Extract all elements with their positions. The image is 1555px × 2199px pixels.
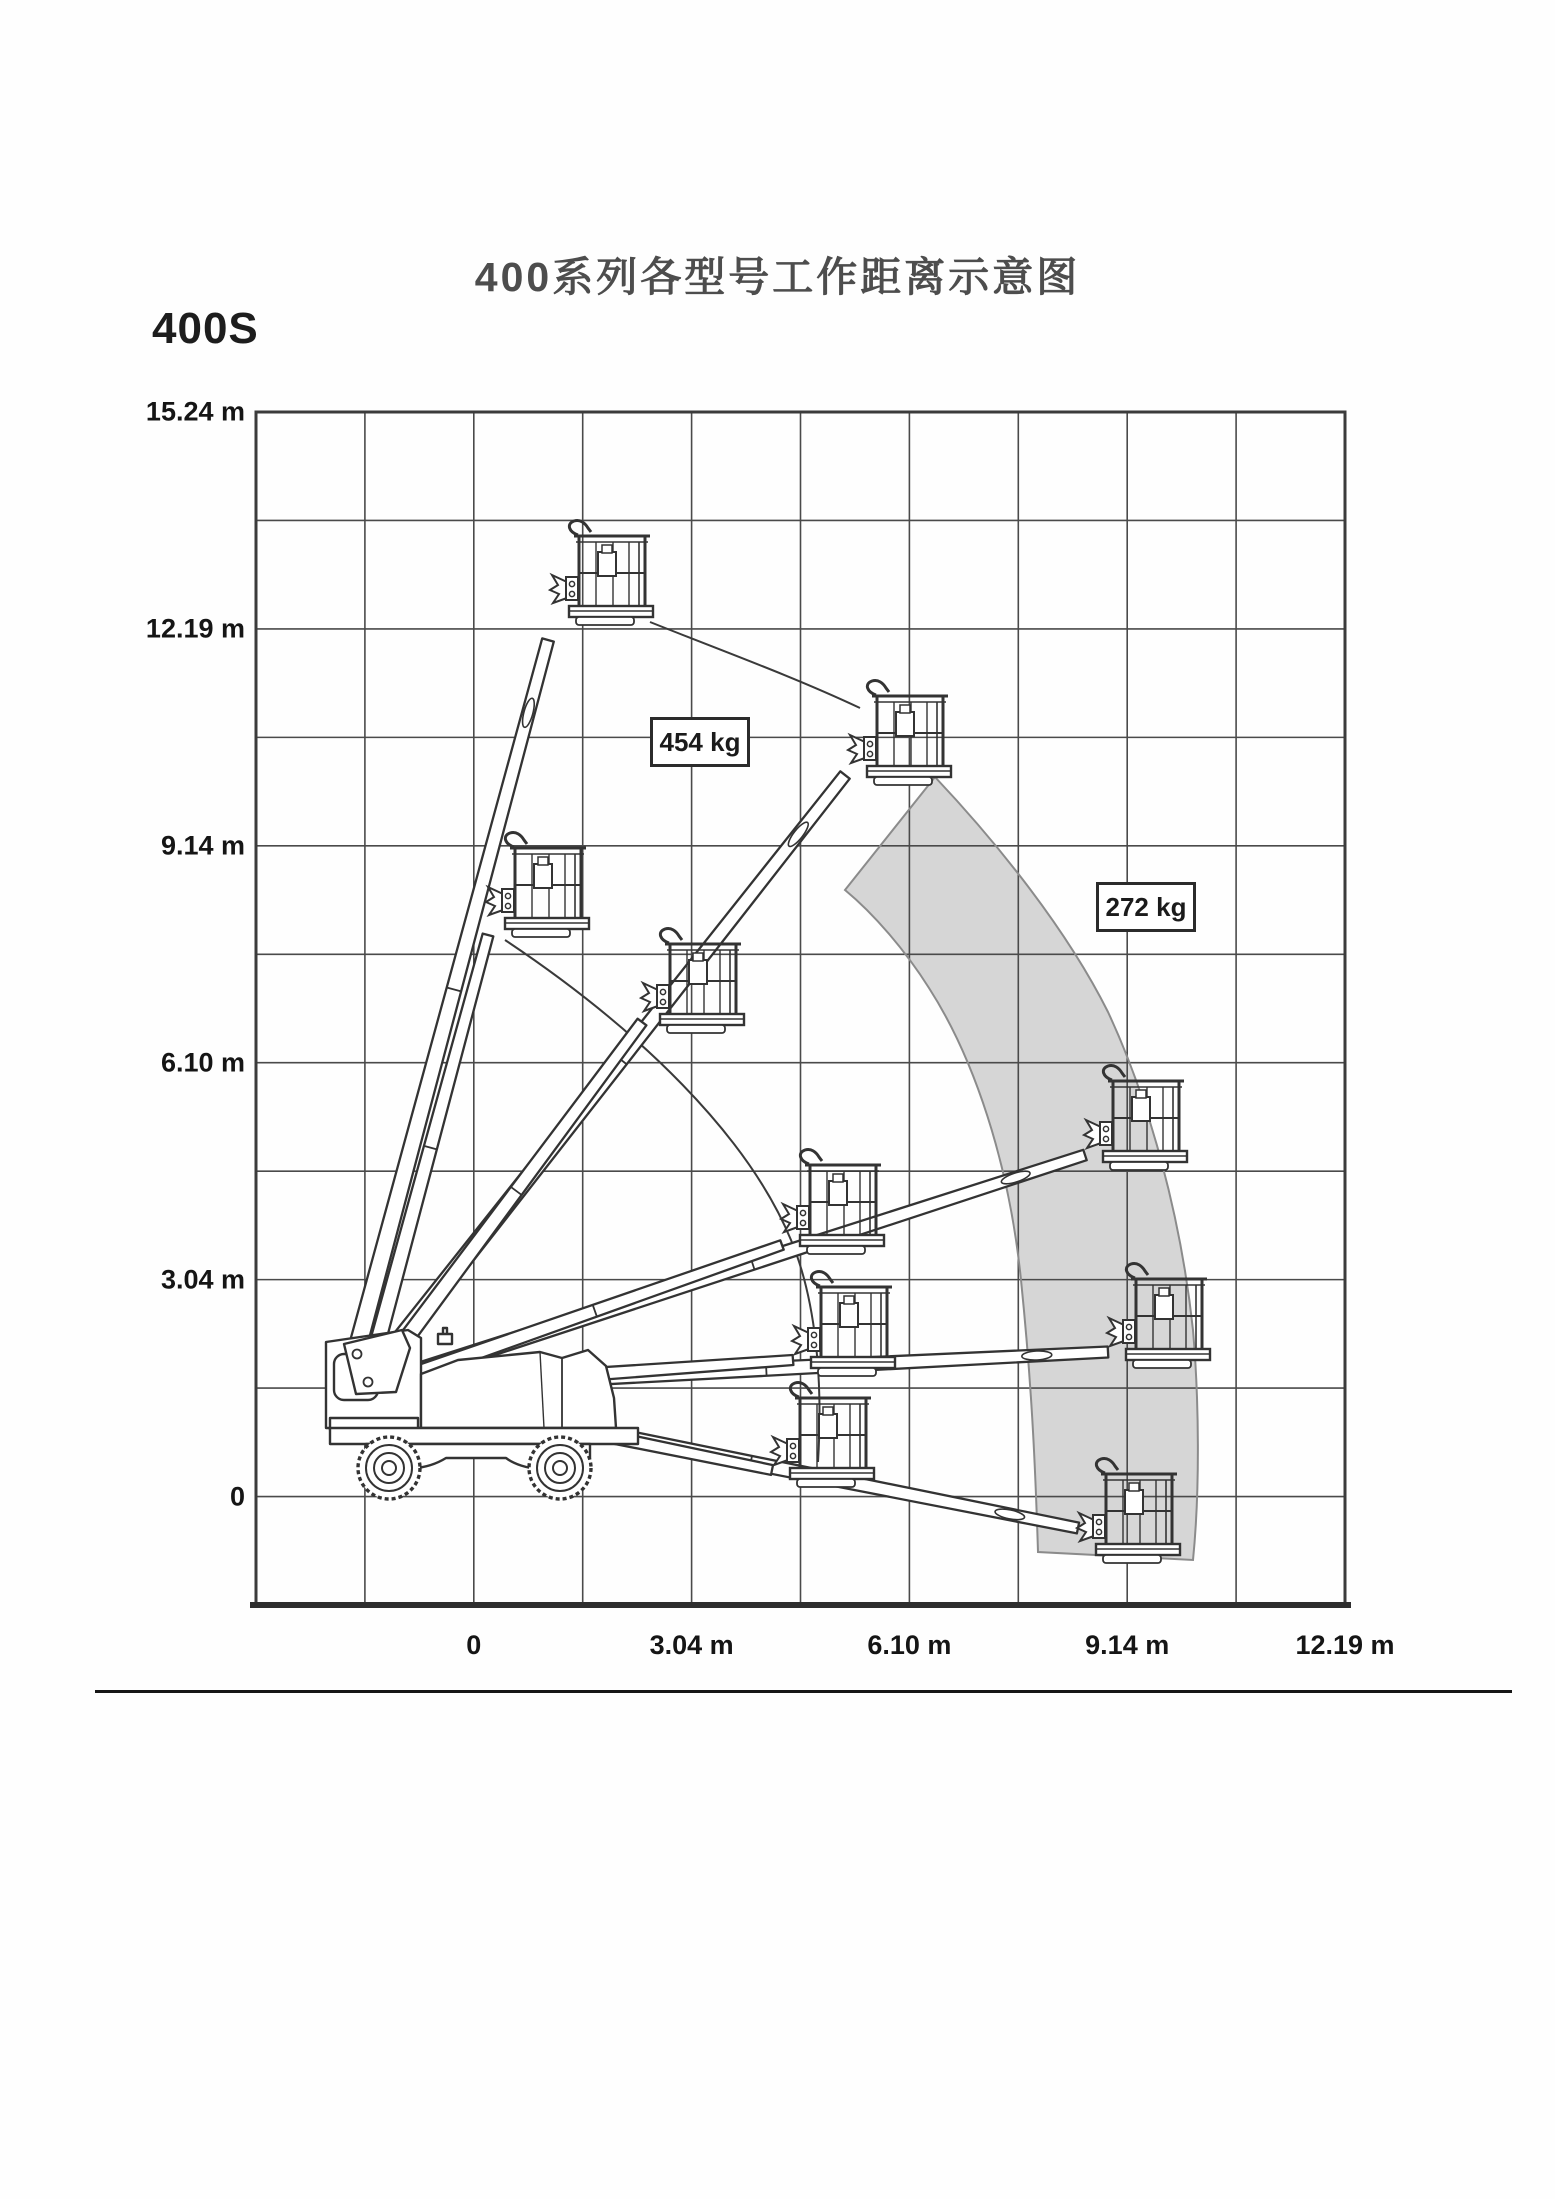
- model-label: 400S: [152, 304, 259, 353]
- diagram-title: 400系列各型号工作距离示意图: [474, 254, 1081, 300]
- page-divider-rule: [95, 1690, 1512, 1693]
- beacon-light: [438, 1328, 452, 1344]
- platform-basket: [550, 520, 653, 625]
- y-tick-label: 6.10 m: [160, 1047, 245, 1078]
- x-tick-label: 12.19 m: [1295, 1630, 1395, 1660]
- y-tick-label: 12.19 m: [145, 613, 245, 644]
- boom-section: [343, 638, 554, 1370]
- turret-body: [421, 1350, 616, 1428]
- front-wheel: [358, 1437, 420, 1499]
- capacity-label-454kg: 454 kg: [650, 717, 750, 767]
- x-tick-label: 3.04 m: [649, 1630, 734, 1660]
- x-tick-label: 0: [466, 1630, 482, 1660]
- x-tick-label: 6.10 m: [867, 1630, 952, 1660]
- y-tick-label: 9.14 m: [160, 830, 245, 861]
- y-tick-label: 15.24 m: [145, 396, 245, 427]
- y-tick-label: 0: [229, 1481, 245, 1512]
- y-tick-label: 3.04 m: [160, 1264, 245, 1295]
- x-tick-label: 9.14 m: [1085, 1630, 1170, 1660]
- platform-basket: [781, 1149, 884, 1254]
- platform-basket: [486, 832, 589, 937]
- rear-wheel: [529, 1437, 591, 1499]
- outer-envelope-arc: [650, 622, 860, 708]
- boom-slot: [994, 1507, 1025, 1522]
- capacity-label-272kg: 272 kg: [1096, 882, 1196, 932]
- platform-basket: [848, 680, 951, 785]
